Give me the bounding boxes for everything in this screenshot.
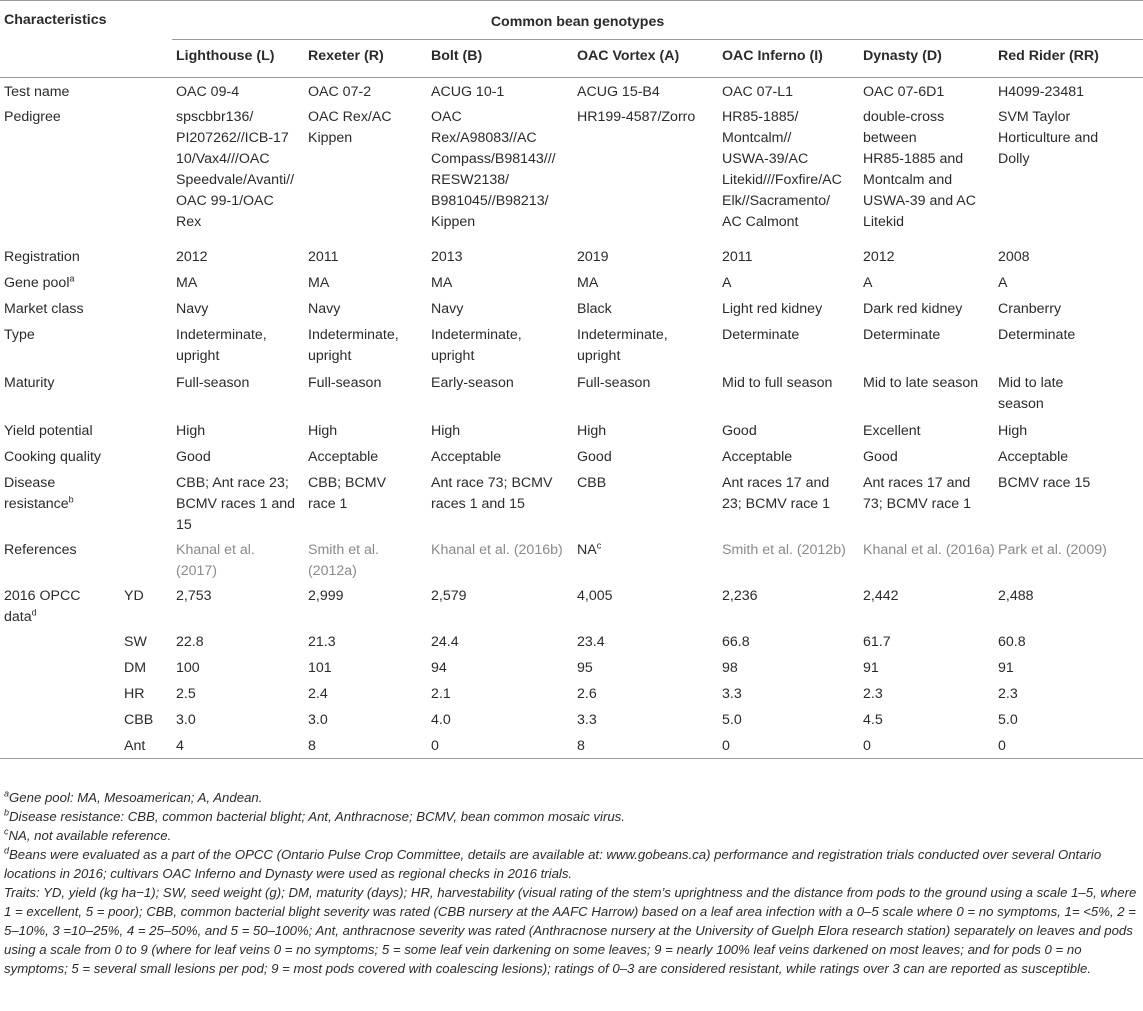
table-row xyxy=(0,706,1143,732)
table-cell xyxy=(998,369,1143,417)
trait-value: 0 xyxy=(863,738,871,754)
trait-value: 22.8 xyxy=(176,634,204,650)
table-cell xyxy=(172,469,308,536)
table-cell xyxy=(863,321,998,369)
table-cell xyxy=(998,77,1143,103)
cell-text: 2019 xyxy=(577,249,609,265)
cell-text: 2013 xyxy=(431,249,463,265)
table-cell xyxy=(431,443,577,469)
cell-text: OAC Rex/A98083//AC Compass/B98143/// RESW2138/ B981045//B98213/ Kippen xyxy=(431,109,556,230)
row-label xyxy=(0,243,172,269)
trait-value: 24.4 xyxy=(431,634,459,650)
cell-text: double-cross between HR85-1885 and Montcalm and USWA-39 and AC Litekid xyxy=(863,109,977,230)
row-label-text: References xyxy=(4,542,77,558)
table-cell xyxy=(722,443,863,469)
cell-text: A xyxy=(998,275,1008,291)
table-cell xyxy=(722,536,863,582)
trait-value: 3.3 xyxy=(577,712,597,728)
trait-value: 2.1 xyxy=(431,686,451,702)
cell-text: Acceptable xyxy=(431,449,502,465)
cell-text: SVM Taylor Horticulture and Dolly xyxy=(998,109,1099,167)
trait-value: 91 xyxy=(863,660,879,676)
table-cell xyxy=(431,243,577,269)
header-characteristics: Characteristics xyxy=(4,12,107,28)
table-cell xyxy=(998,295,1143,321)
table-cell xyxy=(172,243,308,269)
trait-value: 2,753 xyxy=(176,588,212,604)
table-row xyxy=(0,77,1143,103)
row-label-text: Pedigree xyxy=(4,109,61,125)
table-cell xyxy=(172,77,308,103)
cell-text: Cranberry xyxy=(998,301,1062,317)
cell-text: Good xyxy=(722,423,757,439)
table-row xyxy=(0,243,1143,269)
trait-code: Ant xyxy=(124,738,146,754)
table-cell xyxy=(172,417,308,443)
row-label-text: Yield potential xyxy=(4,423,93,439)
row-label xyxy=(0,469,172,536)
table-cell xyxy=(308,321,431,369)
cell-text: OAC 07-2 xyxy=(308,83,372,100)
table-row xyxy=(0,582,1143,628)
trait-value: 91 xyxy=(998,660,1014,676)
cell-text: 2011 xyxy=(722,249,753,265)
header-common-bean-genotypes xyxy=(172,1,1143,41)
table-cell xyxy=(863,417,998,443)
cell-text: BCMV race 15 xyxy=(998,475,1091,491)
trait-value: 2.6 xyxy=(577,686,597,702)
cell-text: Early-season xyxy=(431,375,514,391)
trait-value: 2.4 xyxy=(308,686,328,702)
footnote-a xyxy=(4,788,1139,807)
cell-text: MA xyxy=(577,275,599,291)
cell-text: Indeterminate, upright xyxy=(176,327,267,364)
cell-text: Indeterminate, upright xyxy=(577,327,668,364)
table-row xyxy=(0,369,1143,417)
table-cell xyxy=(431,295,577,321)
table-cell xyxy=(431,269,577,295)
trait-value: 0 xyxy=(998,738,1006,754)
cell-text: Determinate xyxy=(998,327,1076,343)
table-row xyxy=(0,536,1143,582)
cell-text: High xyxy=(431,423,461,439)
table-cell xyxy=(722,243,863,269)
row-label-text: Market class xyxy=(4,301,84,317)
trait-value: 3.0 xyxy=(308,712,328,728)
trait-value: 2,579 xyxy=(431,588,467,604)
table-cell xyxy=(172,269,308,295)
table-cell xyxy=(863,536,998,582)
table-cell xyxy=(998,321,1143,369)
trait-code: HR xyxy=(124,686,145,702)
row-label xyxy=(0,103,172,243)
cell-text: NA xyxy=(577,542,597,558)
cell-text: Mid to late season xyxy=(998,375,1064,412)
cell-text: OAC 07-6D1 xyxy=(863,83,945,100)
table-row xyxy=(0,628,1143,654)
table-cell xyxy=(172,536,308,582)
table-cell xyxy=(998,243,1143,269)
footnote-mark: d xyxy=(31,607,37,618)
trait-value: 2,488 xyxy=(998,588,1034,604)
table-cell xyxy=(863,369,998,417)
table-cell xyxy=(577,536,722,582)
table-cell xyxy=(577,443,722,469)
cell-text: Park et al. (2009) xyxy=(998,542,1107,558)
table-cell xyxy=(722,103,863,243)
row-label xyxy=(0,321,172,369)
table-cell xyxy=(722,269,863,295)
footnote-a-text: Gene pool: MA, Mesoamerican; A, Andean. xyxy=(9,790,263,805)
footnote-b xyxy=(4,807,1139,826)
cell-text: Navy xyxy=(431,301,464,317)
table-cell xyxy=(998,103,1143,243)
row-label-text: Registration xyxy=(4,249,80,265)
trait-value: 95 xyxy=(577,660,593,676)
table-cell xyxy=(863,77,998,103)
row-label xyxy=(0,443,172,469)
cell-text: Navy xyxy=(308,301,341,317)
table-cell xyxy=(308,77,431,103)
table-row xyxy=(0,443,1143,469)
table-cell xyxy=(863,243,998,269)
trait-code: SW xyxy=(124,634,147,650)
row-label xyxy=(0,536,172,582)
table-cell xyxy=(722,321,863,369)
cell-text: MA xyxy=(176,275,198,291)
row-label xyxy=(0,417,172,443)
cell-text: High xyxy=(176,423,206,439)
footnote-b-text: Disease resistance: CBB, common bacterial blight; Ant, Anthracnose; BCMV, bean common mosaic virus. xyxy=(9,809,625,824)
trait-value: 98 xyxy=(722,660,738,676)
trait-value: 4 xyxy=(176,738,184,754)
trait-value: 8 xyxy=(577,738,585,754)
footnote-mark: a xyxy=(69,273,75,284)
opcc-label xyxy=(0,582,124,758)
cell-text: Acceptable xyxy=(998,449,1069,465)
table-cell xyxy=(998,417,1143,443)
cell-text: Khanal et al. (2017) xyxy=(176,542,255,579)
table-row xyxy=(0,321,1143,369)
opcc-label-text: 2016 OPCC data xyxy=(4,588,81,625)
trait-value: 66.8 xyxy=(722,634,750,650)
trait-value: 100 xyxy=(176,660,200,676)
cell-text: High xyxy=(998,423,1028,439)
table-cell xyxy=(308,469,431,536)
cell-text: Navy xyxy=(176,301,209,317)
table-cell xyxy=(577,269,722,295)
table-cell xyxy=(863,269,998,295)
genotype-header: OAC Inferno (I) xyxy=(722,48,823,64)
table-cell xyxy=(863,295,998,321)
trait-code: DM xyxy=(124,660,147,676)
cell-text: Mid to late season xyxy=(863,375,979,391)
table-cell xyxy=(431,103,577,243)
cell-text: Good xyxy=(176,449,211,465)
table-cell xyxy=(172,443,308,469)
table-cell xyxy=(172,321,308,369)
trait-value: 23.4 xyxy=(577,634,605,650)
trait-value: 8 xyxy=(308,738,316,754)
cell-text: Determinate xyxy=(722,327,800,343)
cell-text: HR85-1885/ Montcalm// USWA-39/AC Litekid///Foxfire/AC Elk//Sacramento/ AC Calmont xyxy=(722,109,842,230)
cell-text: HR199-4587/Zorro xyxy=(577,109,696,125)
table-cell xyxy=(998,536,1143,582)
table-cell xyxy=(577,369,722,417)
table-cell xyxy=(722,295,863,321)
cell-text: Excellent xyxy=(863,423,921,439)
table-row xyxy=(0,103,1143,243)
header-group-label: Common bean genotypes xyxy=(172,12,1143,40)
table-row xyxy=(0,417,1143,443)
cell-text: Black xyxy=(577,301,612,317)
table-cell xyxy=(998,469,1143,536)
table-cell xyxy=(308,103,431,243)
trait-value: 3.3 xyxy=(722,686,742,702)
cell-text: A xyxy=(722,275,732,291)
cell-text: Determinate xyxy=(863,327,941,343)
cell-text: 2008 xyxy=(998,249,1030,265)
genotype-header: Lighthouse (L) xyxy=(176,48,275,64)
footnote-d xyxy=(4,845,1139,883)
table-cell xyxy=(863,443,998,469)
trait-value: 61.7 xyxy=(863,634,891,650)
row-label-text: Test name xyxy=(4,83,70,100)
table-cell xyxy=(577,243,722,269)
trait-value: 94 xyxy=(431,660,447,676)
table-cell xyxy=(172,295,308,321)
trait-value: 5.0 xyxy=(722,712,742,728)
cell-text: Ant races 17 and 73; BCMV race 1 xyxy=(863,475,972,512)
table-cell xyxy=(577,469,722,536)
table-row xyxy=(0,269,1143,295)
table-cell xyxy=(431,536,577,582)
cell-text: H4099-23481 xyxy=(998,83,1084,100)
cell-text: MA xyxy=(431,275,453,291)
cell-text: 2011 xyxy=(308,249,339,265)
footnote-c xyxy=(4,826,1139,845)
trait-value: 101 xyxy=(308,660,332,676)
cell-text: Good xyxy=(577,449,612,465)
trait-value: 4.5 xyxy=(863,712,883,728)
trait-value: 2.3 xyxy=(863,686,883,702)
trait-value: 5.0 xyxy=(998,712,1018,728)
table-cell xyxy=(308,295,431,321)
table-cell xyxy=(577,321,722,369)
cell-text: CBB; BCMV race 1 xyxy=(308,475,387,512)
cell-text: Light red kidney xyxy=(722,301,823,317)
cell-text: Khanal et al. (2016a) xyxy=(863,542,995,558)
table-cell xyxy=(308,417,431,443)
table-cell xyxy=(308,243,431,269)
genotype-header: OAC Vortex (A) xyxy=(577,48,680,64)
table-cell xyxy=(863,469,998,536)
cell-text: A xyxy=(863,275,873,291)
trait-value: 2,442 xyxy=(863,588,899,604)
trait-value: 3.0 xyxy=(176,712,196,728)
cell-text: Full-season xyxy=(308,375,382,391)
cell-text: 2012 xyxy=(863,249,895,265)
genotype-header: Dynasty (D) xyxy=(863,48,942,64)
table-row xyxy=(0,654,1143,680)
table-cell xyxy=(577,77,722,103)
table-row xyxy=(0,469,1143,536)
footnote-b-mark: b xyxy=(4,807,10,818)
trait-value: 2,236 xyxy=(722,588,758,604)
row-label-text: Disease resistance xyxy=(4,475,69,512)
cell-text: Ant races 17 and 23; BCMV race 1 xyxy=(722,475,831,512)
row-label xyxy=(0,295,172,321)
table-cell xyxy=(431,469,577,536)
trait-value: 2,999 xyxy=(308,588,344,604)
cell-text: Smith et al. (2012a) xyxy=(308,542,379,579)
footnote-mark: c xyxy=(596,540,602,551)
table-cell xyxy=(863,103,998,243)
cell-text: MA xyxy=(308,275,330,291)
trait-value: 0 xyxy=(431,738,439,754)
cell-text: Ant race 73; BCMV races 1 and 15 xyxy=(431,475,553,512)
row-label-text: Cooking quality xyxy=(4,449,102,465)
cell-text: Full-season xyxy=(577,375,651,391)
trait-code: YD xyxy=(124,588,144,604)
table-cell xyxy=(722,417,863,443)
row-label-text: Type xyxy=(4,327,35,343)
header-blank xyxy=(0,40,172,77)
table-cell xyxy=(998,269,1143,295)
table-cell xyxy=(308,536,431,582)
footnote-mark: b xyxy=(68,494,74,505)
row-label xyxy=(0,77,172,103)
cell-text: Acceptable xyxy=(308,449,379,465)
footnote-c-text: NA, not available reference. xyxy=(8,828,172,843)
cell-text: CBB; Ant race 23; BCMV races 1 and 15 xyxy=(176,475,296,533)
trait-value: 2.5 xyxy=(176,686,196,702)
cell-text: OAC 09-4 xyxy=(176,83,240,100)
table-cell xyxy=(722,77,863,103)
row-label-text: Maturity xyxy=(4,375,55,391)
footnote-d-mark: d xyxy=(4,845,10,856)
trait-value: 2.3 xyxy=(998,686,1018,702)
table-row xyxy=(0,732,1143,758)
footnote-d-text: Beans were evaluated as a part of the OPCC (Ontario Pulse Crop Committee, details are available at: www.gobeans.ca) performance and registration trials conducted over several Ontario locations in 2016; cultivars OAC Inferno and Dynasty were used as regional checks in 2016 trials. xyxy=(4,847,1102,881)
cell-text: High xyxy=(577,423,607,439)
cell-text: OAC 07-L1 xyxy=(722,83,793,100)
cell-text: Acceptable xyxy=(722,449,793,465)
table-cell xyxy=(998,443,1143,469)
trait-value: 0 xyxy=(722,738,730,754)
cell-text: ACUG 10-1 xyxy=(431,83,505,100)
cell-text: Mid to full season xyxy=(722,375,833,391)
table-cell xyxy=(431,321,577,369)
cell-text: Indeterminate, upright xyxy=(308,327,399,364)
row-label-text: Gene pool xyxy=(4,275,70,291)
table-cell xyxy=(308,443,431,469)
table-cell xyxy=(172,103,308,243)
table-row xyxy=(0,680,1143,706)
cell-text: OAC Rex/AC Kippen xyxy=(308,109,392,146)
footnotes xyxy=(4,788,1139,978)
cell-text: High xyxy=(308,423,338,439)
trait-value: 4.0 xyxy=(431,712,451,728)
row-label xyxy=(0,269,172,295)
cell-text: CBB xyxy=(577,475,607,491)
table-cell xyxy=(431,417,577,443)
genotype-header: Rexeter (R) xyxy=(308,48,384,64)
table-cell xyxy=(431,369,577,417)
table-cell xyxy=(577,295,722,321)
table-cell xyxy=(577,103,722,243)
cell-text: Indeterminate, upright xyxy=(431,327,522,364)
genotype-header: Bolt (B) xyxy=(431,48,483,64)
cell-text: Good xyxy=(863,449,898,465)
footnote-c-mark: c xyxy=(4,826,9,837)
cell-text: Khanal et al. (2016b) xyxy=(431,542,563,558)
footnote-traits: Traits: YD, yield (kg ha−1); SW, seed weight (g); DM, maturity (days); HR, harvestability (visual rating of the stem’s uprightness and the distance from pods to the ground using a scale 1–5, where 1 = excellent, 5 = poor); CBB, common bacterial blight severity was rated (CBB nursery at the AAFC Harrow) based on a leaf area infection with a 0–5 scale where 0 = no symptoms, 1= <5%, 2 = 5–10%, 3 =10–25%, 4 = 25–50%, and 5 = 50–100%; Ant, anthracnose severity was rated (Anthracnose nursery at the University of Guelph Elora research station) separately on leaves and pods using a scale from 0 to 9 (where for leaf veins 0 = no symptoms; 5 = some leaf vein darkening on some leaves; 9 = nearly 100% leaf veins darkened on most leaves; and for pods 0 = no symptoms; 5 = several small lesions per pod; 9 = most pods covered with coalescing lesions); ratings of 0–3 are considered resistant, while ratings over 3 can are reported as susceptible. xyxy=(4,885,1137,976)
trait-value: 4,005 xyxy=(577,588,613,604)
cell-text: spscbbr136/ PI207262//ICB-17 10/Vax4///OAC Speedvale/Avanti// OAC 99-1/OAC Rex xyxy=(176,109,295,230)
genotype-header: Red Rider (RR) xyxy=(998,48,1099,64)
table-cell xyxy=(577,417,722,443)
table-cell xyxy=(431,77,577,103)
cell-text: ACUG 15-B4 xyxy=(577,83,660,100)
cell-text: Smith et al. (2012b) xyxy=(722,542,846,558)
table-cell xyxy=(308,269,431,295)
table-cell xyxy=(722,369,863,417)
cell-text: Dark red kidney xyxy=(863,301,963,317)
table-row xyxy=(0,295,1143,321)
table-cell xyxy=(172,369,308,417)
trait-code: CBB xyxy=(124,712,154,728)
footnote-a-mark: a xyxy=(4,788,10,799)
row-label xyxy=(0,369,172,417)
trait-value: 60.8 xyxy=(998,634,1026,650)
trait-value: 21.3 xyxy=(308,634,336,650)
cell-text: 2012 xyxy=(176,249,208,265)
table-cell xyxy=(308,369,431,417)
table-cell xyxy=(722,469,863,536)
cell-text: Full-season xyxy=(176,375,250,391)
